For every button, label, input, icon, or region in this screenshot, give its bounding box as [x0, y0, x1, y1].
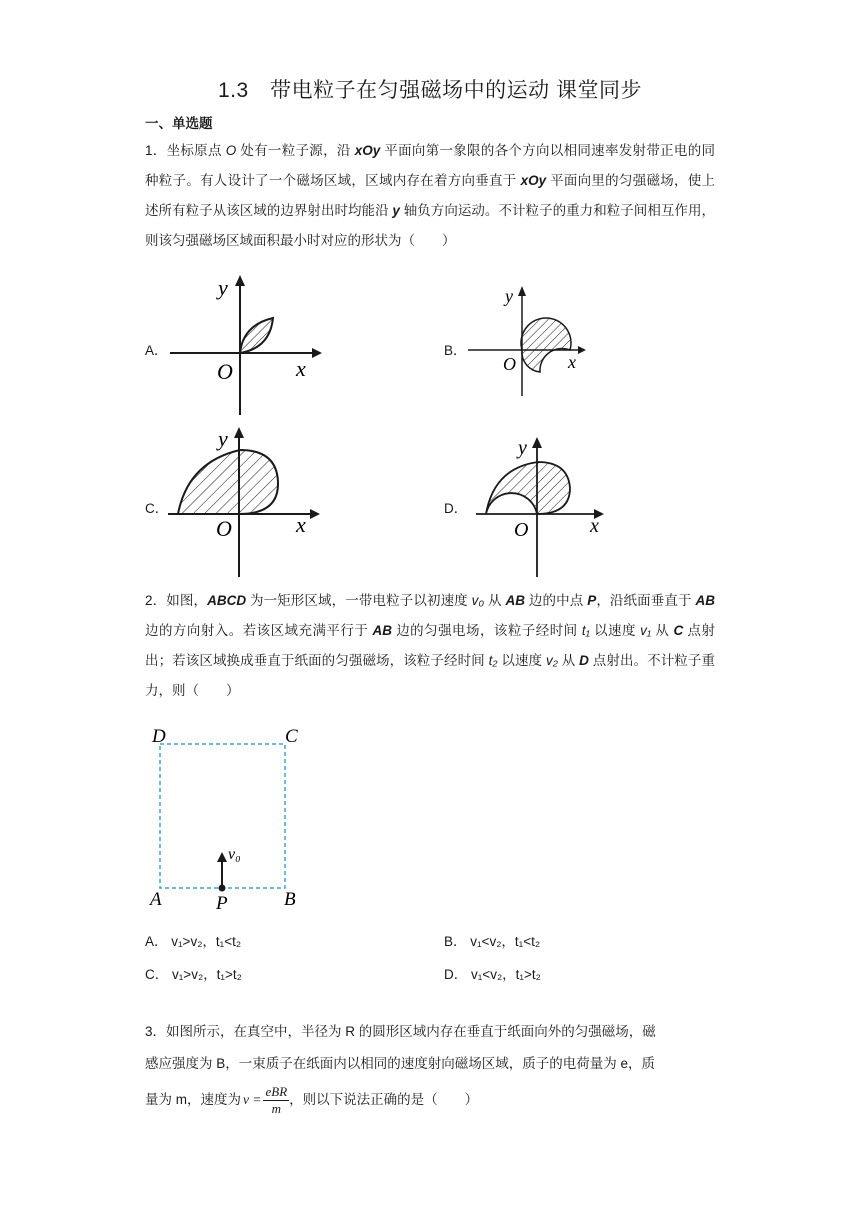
velocity-equation-lhs: v =: [243, 1092, 262, 1107]
vertex-a-label: A: [150, 889, 162, 910]
q1-option-d-figure: [470, 432, 620, 582]
v0-label: v₀: [228, 846, 241, 863]
q2-choice-c[interactable]: C． v₁>v₂，t₁>t₂: [145, 967, 242, 982]
point-p-dot: [219, 885, 226, 892]
y-axis-label: y: [518, 437, 527, 459]
question-3-text: [145, 1016, 715, 1120]
q1-option-b-figure: [460, 280, 600, 400]
hatched-field-region: [486, 462, 570, 514]
question-1-text: 1．坐标原点 O 处有一粒子源，沿 xOy 平面向第一象限的各个方向以相同速率发射带正电的同种粒子。有人设计了一个磁场区域，区域内存在着方向垂直于 xOy 平面向里的匀强磁场，使上述所有粒子从该区域的边界射出时均能沿 y 轴负方向运动。不计粒子的重力和粒子间相互作用，则该匀强磁场区域面积最小时对应的形状为（ ）: [145, 143, 715, 248]
section-heading: 一、单选题: [145, 116, 213, 131]
q2-rectangle-figure: [140, 722, 320, 912]
q1-option-c-label: C．: [145, 501, 169, 516]
q3-line-1: 3．如图所示，在真空中，半径为 R 的圆形区域内存在垂直于纸面向外的匀强磁场，磁: [145, 1024, 656, 1039]
q1-option-c-figure: [160, 422, 330, 582]
question-2-text: 2．如图，ABCD 为一矩形区域，一带电粒子以初速度 v₀ 从 AB 边的中点 P，沿纸面垂直于 AB 边的方向射入。若该区域充满平行于 AB 边的匀强电场，该粒子经时间 t₁ 以速度 v₁ 从 C 点射出；若该区域换成垂直于纸面的匀强磁场，该粒子经时间 t₂ 以速度 v₂ 从 D 点射出。不计粒子重力，则（ ）: [145, 593, 715, 698]
x-axis-label: x: [568, 352, 576, 372]
q3-line-2: 感应强度为 B，一束质子在纸面内以相同的速度射向磁场区域，质子的电荷量为 e，质: [145, 1056, 656, 1071]
y-axis-label: y: [218, 275, 228, 300]
q1-option-a-figure: [160, 270, 330, 420]
origin-label: O: [514, 519, 529, 541]
origin-label: O: [217, 359, 233, 384]
origin-label: O: [216, 516, 232, 541]
velocity-fraction: $\frac{\text{eBR}}{m}$: [265, 1083, 288, 1116]
hatched-field-region: [240, 318, 273, 353]
hatched-field-region: [178, 450, 278, 514]
q3-line-3: 量为 m，速度为 v = $\frac{\text{eBR}}{m}$ ，则以下说法正确的是（ ）: [145, 1083, 479, 1116]
q2-choice-b[interactable]: B． v₁<v₂，t₁<t₂: [444, 934, 541, 949]
hatched-field-region: [521, 318, 571, 372]
q1-option-b-label: B．: [444, 343, 467, 358]
x-axis-label: x: [296, 356, 306, 381]
vertex-b-label: B: [284, 889, 296, 910]
vertex-d-label: D: [152, 726, 166, 747]
page-title: 1.3 带电粒子在匀强磁场中的运动 课堂同步: [217, 79, 643, 102]
origin-label: O: [503, 354, 516, 374]
x-axis-label: x: [296, 512, 306, 537]
x-axis-label: x: [590, 515, 599, 537]
y-axis-label: y: [218, 426, 228, 451]
vertex-c-label: C: [285, 726, 298, 747]
q1-option-a-label: A．: [145, 343, 168, 358]
q2-choice-a[interactable]: A． v₁>v₂，t₁<t₂: [145, 934, 242, 949]
q1-option-d-label: D．: [444, 501, 468, 516]
point-p-label: P: [216, 893, 228, 912]
q2-choice-d[interactable]: D． v₁<v₂，t₁>t₂: [444, 967, 541, 982]
y-axis-label: y: [505, 286, 513, 306]
